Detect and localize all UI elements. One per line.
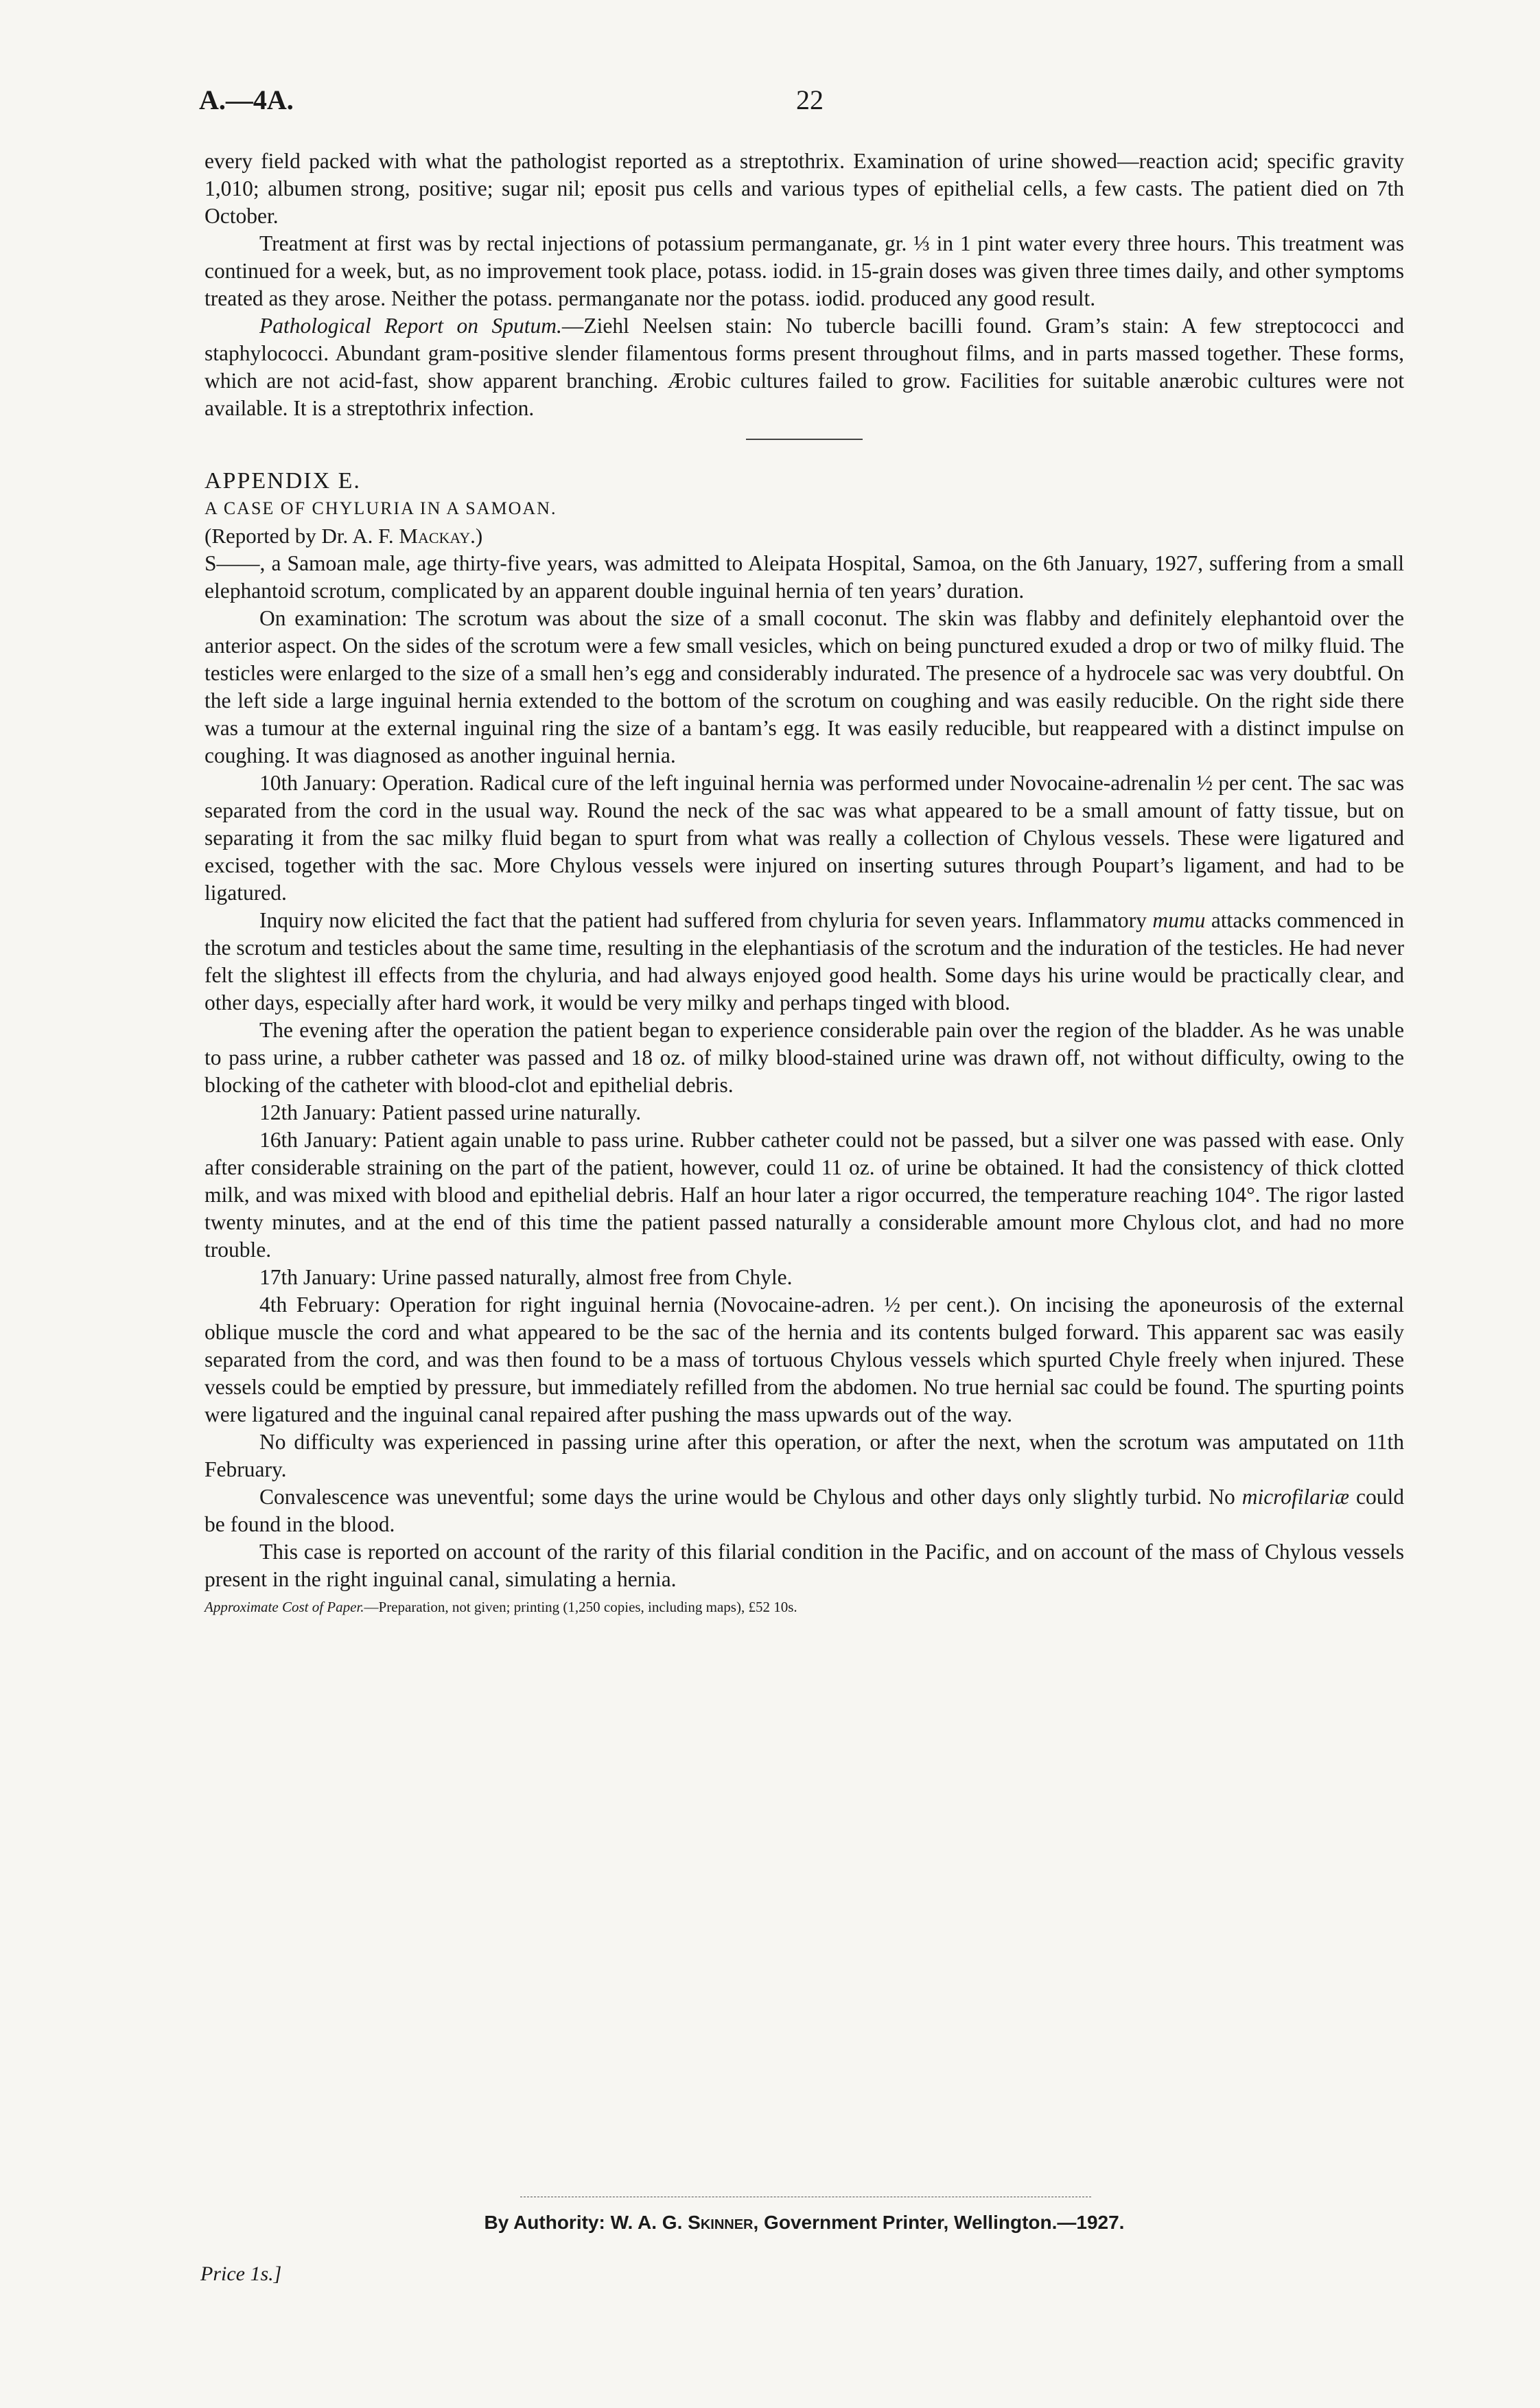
continuation-paragraph: every field packed with what the pathologist reported as a streptothrix. Examination of urine showed—reaction acid; specific gravity 1,010; albumen strong, positive; sugar nil; eposit pus cells and various types of epithelial cells, a few casts. The patient died on 7th October. xyxy=(205,149,1404,228)
printer-authority xyxy=(205,2212,1404,2234)
mumu-term: mumu xyxy=(1152,908,1206,932)
microfilariae-term: microfilariæ xyxy=(1241,1485,1350,1509)
page-header xyxy=(199,84,1400,125)
document-reference: A.—4A. xyxy=(199,84,294,115)
cost-text: —Preparation, not given; printing (1,250 copies, including maps), £52 10s. xyxy=(364,1599,797,1615)
appendix-byline xyxy=(205,522,1404,550)
printer-name: Skinner xyxy=(688,2212,754,2233)
convalescence-text-2: could be found in the blood. xyxy=(205,1485,1405,1536)
case-paragraph: 12th January: Patient passed urine naturally. xyxy=(259,1100,642,1124)
case-paragraph: On examination: The scrotum was about the size of a small coconut. The skin was flabby and definitely elephantoid over the anterior aspect. On the sides of the scrotum were a few small vesicles, which on being punctured exuded a drop or two of milky fluid. The testicles were enlarged to the size of a small hen’s egg and considerably indurated. The presence of a hydrocele sac was very doubtful. On the left side a large inguinal hernia extended to the bottom of the scrotum on coughing and was easily reducible. On the right side there was a tumour at the external inguinal ring the size of a bantam’s egg. It was easily reducible, but reappeared with a distinct impulse on coughing. It was diagnosed as another inguinal hernia. xyxy=(205,606,1404,767)
body-text xyxy=(205,148,1404,1621)
case-paragraph: The evening after the operation the patient began to experience considerable pain over the region of the bladder. As he was unable to pass urine, a rubber catheter was passed and 18 oz. of milky blood-stained urine was drawn off, not without difficulty, owing to the blocking of the catheter with blood-clot and epithelial debris. xyxy=(205,1018,1404,1097)
case-paragraph: No difficulty was experienced in passing urine after this operation, or after the next, when the scrotum was amputated on 11th February. xyxy=(205,1430,1404,1481)
byline-prefix: (Reported by Dr. A. F. xyxy=(205,524,399,548)
pathology-paragraph xyxy=(205,312,1404,422)
convalescence-text: Convalescence was uneventful; some days the urine would be Chylous and other days only slightly turbid. No xyxy=(259,1485,1242,1509)
treatment-paragraph: Treatment at first was by rectal injections of potassium permanganate, gr. ⅓ in 1 pint water every three hours. This treatment was continued for a week, but, as no improvement took place, potass. iodid. in 15-grain doses was given three times daily, and other symptoms treated as they arose. Neither the potass. permanganate nor the potass. iodid. produced any good result. xyxy=(205,231,1404,310)
case-paragraph: 16th January: Patient again unable to pass urine. Rubber catheter could not be passed, but a silver one was passed with ease. Only after considerable straining on the part of the patient, however, could 11 oz. of urine be obtained. It had the consistency of thick clotted milk, and was mixed with blood and epithelial debris. Half an hour later a rigor occurred, the temperature reaching 104°. The rigor lasted twenty minutes, and at the end of this time the patient passed naturally a considerable amount more Chylous clot, and had no more trouble. xyxy=(205,1128,1404,1262)
byline-suffix: .) xyxy=(470,524,483,548)
page-number: 22 xyxy=(796,84,824,115)
byline-name: Mackay xyxy=(399,524,471,548)
authority-suffix: , Government Printer, Wellington.—1927. xyxy=(753,2212,1125,2233)
case-paragraph: 17th January: Urine passed naturally, almost free from Chyle. xyxy=(259,1265,793,1289)
authority-prefix: By Authority: W. A. G. xyxy=(484,2212,688,2233)
cost-label: Approximate Cost of Paper. xyxy=(205,1599,364,1615)
case-paragraph: 10th January: Operation. Radical cure of the left inguinal hernia was performed under Novocaine-adrenalin ½ per cent. The sac was separated from the cord in the usual way. Round the neck of the sac was what appeared to be a small amount of fatty tissue, but on separating it from the sac milky fluid began to spurt from what was really a collection of Chylous vessels. These were ligatured and excised, together with the sac. More Chylous vessels were injured on inserting sutures through Poupart’s ligament, and had to be ligatured. xyxy=(205,771,1404,905)
case-paragraph xyxy=(205,1483,1404,1538)
case-paragraph xyxy=(205,907,1404,1017)
pathology-heading: Pathological Report on Sputum. xyxy=(259,314,562,338)
case-paragraph: 4th February: Operation for right inguinal hernia (Novocaine-adren. ½ per cent.). On incising the aponeurosis of the external oblique muscle the cord and what appeared to be the sac of the hernia and its contents bulged forward. This apparent sac was easily separated from the cord, and was then found to be a mass of tortuous Chylous vessels which spurted Chyle freely when injured. These vessels could be emptied by pressure, but immediately refilled from the abdomen. No true hernial sac could be found. The spurting points were ligatured and the inguinal canal repaired after pushing the mass upwards out of the way. xyxy=(205,1293,1404,1426)
closing-paragraph: This case is reported on account of the rarity of this filarial condition in the Pacific, and on account of the mass of Chylous vessels present in the right inguinal canal, simulating a hernia. xyxy=(205,1540,1404,1591)
cost-of-paper xyxy=(205,1593,1404,1621)
appendix-subtitle: A CASE OF CHYLURIA IN A SAMOAN. xyxy=(205,498,557,518)
section-divider xyxy=(746,439,863,440)
inquiry-text-2: attacks commenced in the scrotum and testicles about the same time, resulting in the elephantiasis of the scrotum and the induration of the testicles. He had never felt the slightest ill effects from the chyluria, and had always enjoyed good health. Some days his urine would be practically clear, and other days, especially after hard work, it would be very milky and perhaps tinged with blood. xyxy=(205,908,1404,1015)
appendix-title: APPENDIX E. xyxy=(205,468,361,494)
pathology-text: —Ziehl Neelsen stain: No tubercle bacilli found. Gram’s stain: A few streptococci and staphylococci. Abundant gram-positive slender filamentous forms present throughout films, and in parts massed together. These forms, which are not acid-fast, show apparent branching. Ærobic cultures failed to grow. Facilities for suitable anærobic cultures were not available. It is a streptothrix infection. xyxy=(205,314,1404,420)
inquiry-text: Inquiry now elicited the fact that the patient had suffered from chyluria for seven years. Inflammatory xyxy=(259,908,1153,932)
case-paragraph: S——, a Samoan male, age thirty-five years, was admitted to Aleipata Hospital, Samoa, on the 6th January, 1927, suffering from a small elephantoid scrotum, complicated by an apparent double inguinal hernia of ten years’ duration. xyxy=(205,551,1404,603)
price-label: Price 1s.] xyxy=(200,2262,282,2285)
